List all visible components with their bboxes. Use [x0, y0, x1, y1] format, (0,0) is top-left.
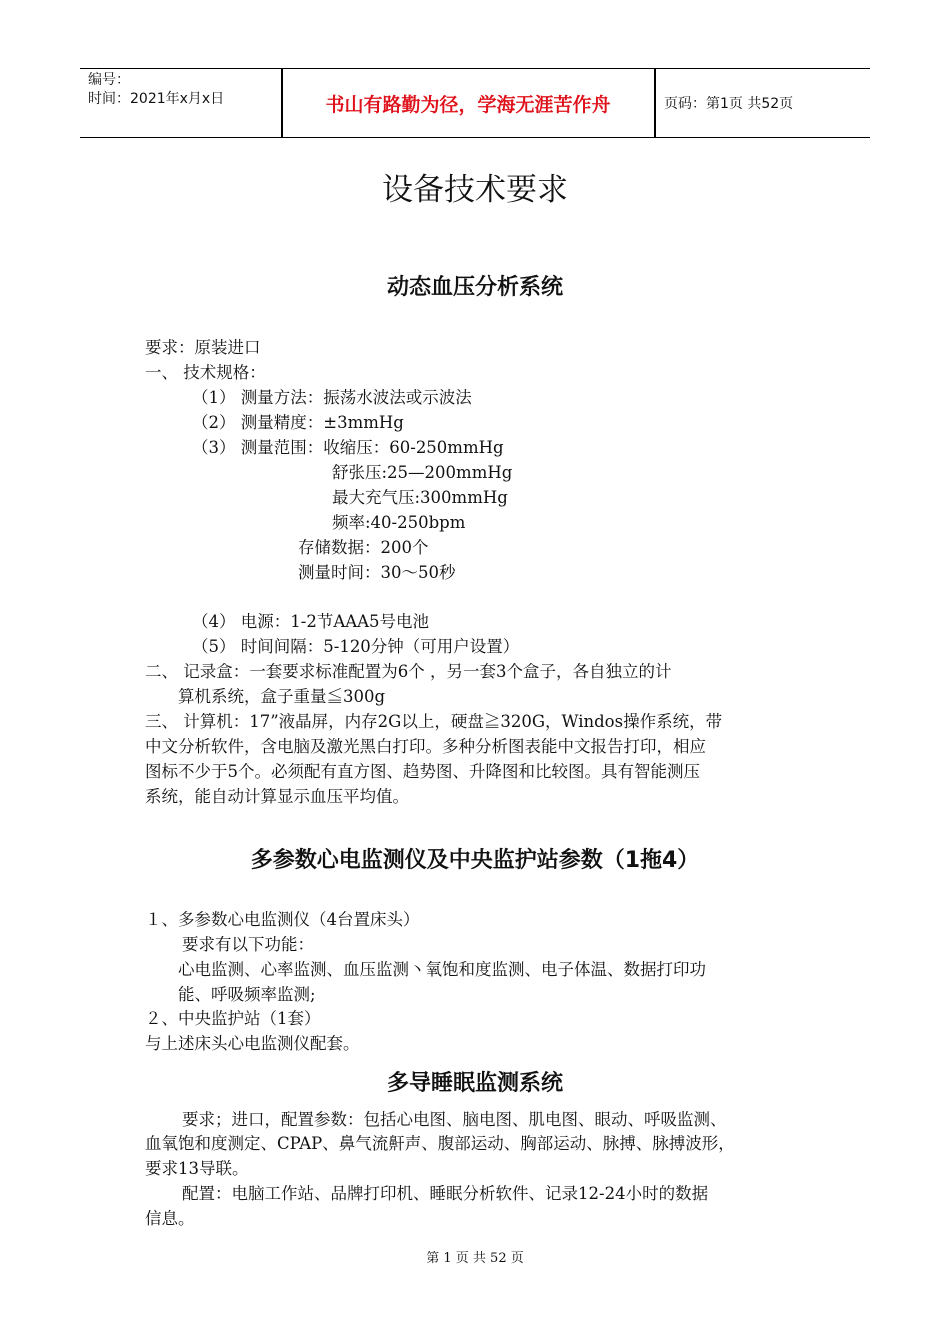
text-line: 频率:40-250bpm	[332, 513, 466, 532]
document-title: 设备技术要求	[382, 172, 568, 208]
section-heading-sleep: 多导睡眠监测系统	[386, 1071, 563, 1096]
text-line: 二、 记录盒：一套要求标准配置为6个 ，另一套3个盒子，各自独立的计	[145, 662, 672, 681]
text-line: 三、 计算机：17”液晶屏，内存2G以上，硬盘≧320G，Windos操作系统，带	[145, 712, 723, 731]
header-motto: 书山有路勤为径，学海无涯苦作舟	[325, 94, 611, 116]
text-line: 最大充气压:300mmHg	[332, 488, 508, 507]
text-line: 图标不少于5个。必须配有直方图、趋势图、升降图和比较图。具有智能测压	[145, 762, 700, 781]
page-header	[80, 68, 870, 138]
text-line: （3） 测量范围：收缩压：60-250mmHg	[192, 438, 504, 457]
text-line: 中文分析软件，含电脑及激光黑白打印。多种分析图表能中文报告打印，相应	[145, 737, 706, 756]
text-line: （2） 测量精度：±3mmHg	[192, 413, 404, 432]
page-footer: 第 1 页 共 52 页	[426, 1251, 524, 1266]
text-line: （5） 时间间隔：5-120分钟（可用户设置）	[192, 637, 520, 656]
text-line: １、多参数心电监测仪（4台置床头）	[145, 910, 420, 929]
text-line: 配置：电脑工作站、品牌打印机、睡眠分析软件、记录12-24小时的数据	[182, 1184, 709, 1203]
text-line: 心电监测、心率监测、血压监测丶氧饱和度监测、电子体温、数据打印功	[178, 960, 706, 979]
header-divider	[654, 69, 656, 137]
section-heading-abpm: 动态血压分析系统	[386, 275, 563, 300]
text-line: 要求13导联。	[145, 1159, 249, 1178]
text-line: 要求：原装进口	[145, 338, 261, 357]
text-line: 测量时间：30～50秒	[298, 563, 456, 582]
header-page-info: 页码：第1页 共52页	[664, 96, 794, 112]
text-line: 要求有以下功能：	[182, 935, 314, 954]
text-line: 要求；进口，配置参数：包括心电图、脑电图、肌电图、眼动、呼吸监测、	[182, 1110, 727, 1129]
time-label: 时间：2021年x月x日	[88, 91, 225, 107]
section-heading-monitor: 多参数心电监测仪及中央监护站参数（1拖4）	[250, 848, 700, 873]
text-line: 算机系统，盒子重量≦300g	[178, 687, 386, 706]
text-line: ２、中央监护站（1套）	[145, 1009, 321, 1028]
text-line: （4） 电源：1-2节AAA5号电池	[192, 612, 430, 631]
header-meta	[88, 71, 224, 109]
text-line: 系统，能自动计算显示血压平均值。	[145, 787, 409, 806]
text-line: 能、呼吸频率监测;	[178, 985, 316, 1004]
text-line: （1） 测量方法：振荡水波法或示波法	[192, 388, 472, 407]
text-line: 一、 技术规格：	[145, 363, 266, 382]
text-line: 血氧饱和度测定、CPAP、鼻气流鼾声、腹部运动、胸部运动、脉搏、脉搏波形，	[145, 1134, 735, 1153]
text-line: 信息。	[145, 1209, 195, 1228]
number-label: 编号：	[88, 72, 130, 88]
text-line: 存储数据：200个	[298, 538, 429, 557]
text-line: 与上述床头心电监测仪配套。	[145, 1034, 360, 1053]
text-line: 舒张压:25—200mmHg	[332, 463, 513, 482]
